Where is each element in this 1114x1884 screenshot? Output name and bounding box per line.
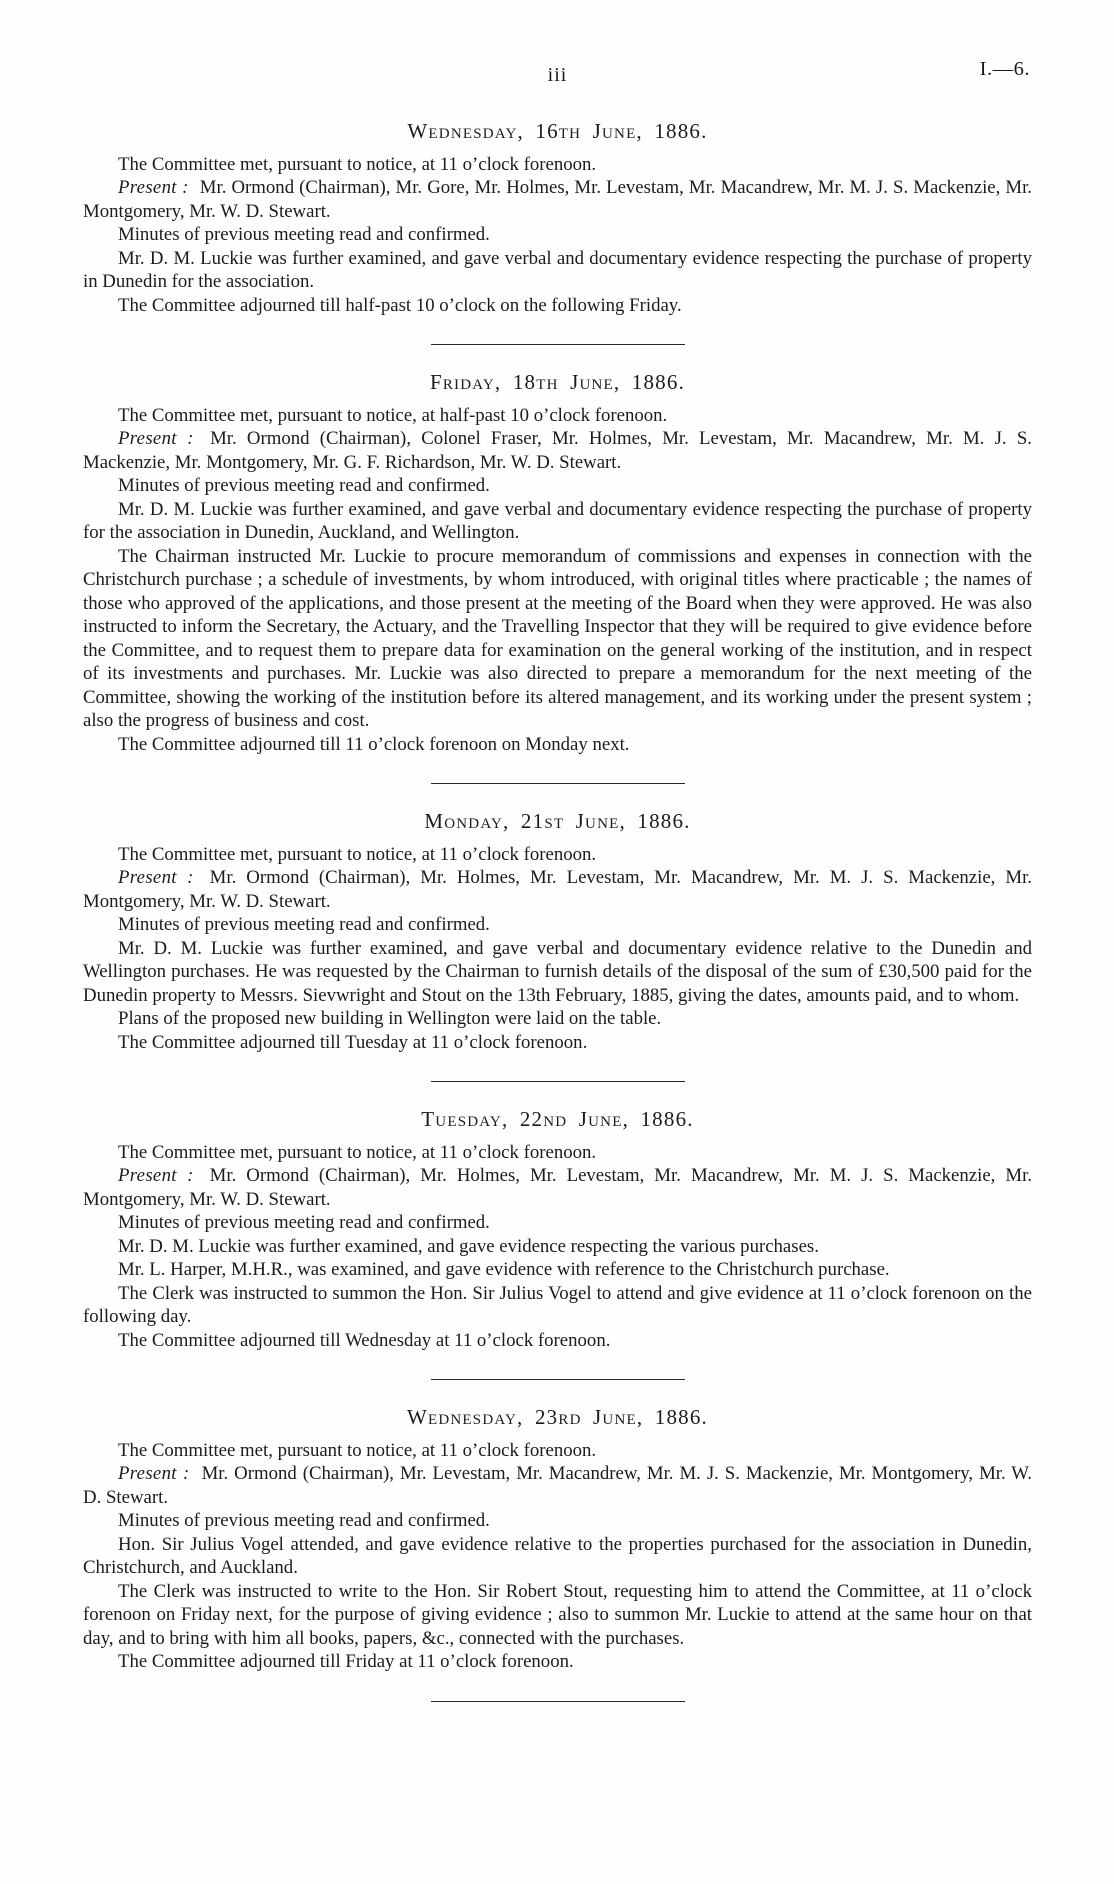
paragraph: Mr. L. Harper, M.H.R., was examined, and gave evidence with reference to the Christchurch purchase. [118, 1259, 890, 1280]
page-header [83, 58, 1032, 94]
section-divider [431, 344, 685, 345]
section-heading: Monday, 21st June, 1886. [424, 809, 691, 833]
paragraph: The Committee met, pursuant to notice, at 11 o’clock forenoon. [118, 1141, 597, 1163]
section-heading: Wednesday, 16th June, 1886. [407, 119, 708, 143]
paragraph: Present : Mr. Ormond (Chairman), Mr. Holmes, Mr. Levestam, Mr. Macandrew, Mr. M. J. S. Mackenzie, Mr. Montgomery, Mr. W. D. Stewart. [83, 1165, 1032, 1210]
section-heading: Tuesday, 22nd June, 1886. [421, 1107, 694, 1131]
section-divider [431, 783, 685, 784]
paragraph: Minutes of previous meeting read and confirmed. [118, 1510, 490, 1531]
paragraph: Minutes of previous meeting read and confirmed. [118, 1212, 490, 1233]
meeting-section [83, 371, 1032, 756]
paragraph: The Committee met, pursuant to notice, at 11 o’clock forenoon. [118, 1439, 597, 1461]
document-body [83, 120, 1032, 1702]
paragraph: The Chairman instructed Mr. Luckie to procure memorandum of commissions and expenses in connection with the Christchurch purchase ; a schedule of investments, by whom introduced, with original titles where practicable ; the names of those who approved of the applications, and those present at the meeting of the Board when they were approved. He was also instructed to inform the Secretary, the Actuary, and the Travelling Inspector that they will be required to give evidence before the Committee, and to request them to prepare data for examination on the general working of the institution, and in respect of its investments and purchases. Mr. Luckie was also directed to prepare a memorandum for the next meeting of the Committee, showing the working of the institution before its altered management, and its working under the present system ; also the progress of business and cost. [83, 545, 1032, 731]
paragraph: Mr. D. M. Luckie was further examined, and gave verbal and documentary evidence respecting the purchase of property in Dunedin for the association. [83, 247, 1032, 292]
paragraph: Present : Mr. Ormond (Chairman), Mr. Holmes, Mr. Levestam, Mr. Macandrew, Mr. M. J. S. Mackenzie, Mr. Montgomery, Mr. W. D. Stewart. [83, 867, 1032, 912]
paragraph: The Committee met, pursuant to notice, at 11 o’clock forenoon. [118, 843, 597, 865]
paper-reference: I.—6. [979, 58, 1030, 80]
paragraph: Present : Mr. Ormond (Chairman), Mr. Levestam, Mr. Macandrew, Mr. M. J. S. Mackenzie, Mr. Montgomery, Mr. W. D. Stewart. [83, 1463, 1033, 1508]
section-divider [431, 1701, 685, 1702]
paragraph: Hon. Sir Julius Vogel attended, and gave evidence relative to the properties purchased for the association in Dunedin, Christchurch, and Auckland. [83, 1533, 1032, 1578]
paragraph: The Committee adjourned till Wednesday at 11 o’clock forenoon. [118, 1329, 611, 1351]
paragraph: The Committee met, pursuant to notice, at half-past 10 o’clock forenoon. [118, 404, 668, 426]
page-number: iii [547, 64, 568, 86]
paragraph: Present : Mr. Ormond (Chairman), Mr. Gore, Mr. Holmes, Mr. Levestam, Mr. Macandrew, Mr. M. J. S. Mackenzie, Mr. Montgomery, Mr. W. D. Stewart. [83, 177, 1033, 222]
paragraph: The Committee adjourned till half-past 10 o’clock on the following Friday. [118, 294, 682, 316]
paragraph: Mr. D. M. Luckie was further examined, and gave verbal and documentary evidence respecting the purchase of property for the association in Dunedin, Auckland, and Wellington. [83, 498, 1032, 543]
meeting-section [83, 810, 1032, 1054]
paragraph: Plans of the proposed new building in Wellington were laid on the table. [118, 1008, 662, 1029]
section-divider [431, 1081, 685, 1082]
section-divider [431, 1379, 685, 1380]
present-lead: Present : [118, 867, 194, 888]
present-lead: Present : [118, 1463, 190, 1484]
paragraph: The Committee adjourned till Tuesday at 11 o’clock forenoon. [118, 1031, 588, 1053]
section-heading: Wednesday, 23rd June, 1886. [406, 1405, 708, 1429]
paragraph: The Committee met, pursuant to notice, at 11 o’clock forenoon. [118, 153, 597, 175]
meeting-section [83, 1406, 1032, 1674]
paragraph: The Clerk was instructed to summon the Hon. Sir Julius Vogel to attend and give evidence at 11 o’clock forenoon on the following day. [83, 1282, 1032, 1327]
paragraph: Minutes of previous meeting read and confirmed. [118, 224, 490, 245]
paragraph: Mr. D. M. Luckie was further examined, and gave evidence respecting the various purchases. [118, 1235, 819, 1257]
present-lead: Present : [118, 1165, 194, 1186]
meeting-section [83, 1108, 1032, 1352]
paragraph: The Clerk was instructed to write to the Hon. Sir Robert Stout, requesting him to attend the Committee, at 11 o’clock forenoon on Friday next, for the purpose of giving evidence ; also to summon Mr. Luckie to attend at the same hour on that day, and to bring with him all books, papers, &c., connected with the purchases. [83, 1580, 1032, 1649]
present-lead: Present : [118, 177, 189, 198]
paragraph: Minutes of previous meeting read and confirmed. [118, 914, 490, 935]
paragraph: Present : Mr. Ormond (Chairman), Colonel Fraser, Mr. Holmes, Mr. Levestam, Mr. Macandrew, Mr. M. J. S. Mackenzie, Mr. Montgomery, Mr. G. F. Richardson, Mr. W. D. Stewart. [83, 428, 1032, 473]
section-heading: Friday, 18th June, 1886. [429, 370, 686, 394]
present-lead: Present : [118, 428, 194, 449]
paragraph: Mr. D. M. Luckie was further examined, and gave verbal and documentary evidence relative to the Dunedin and Wellington purchases. He was requested by the Chairman to furnish details of the disposal of the sum of £30,500 paid for the Dunedin property to Messrs. Sievwright and Stout on the 13th February, 1885, giving the dates, amounts paid, and to whom. [83, 937, 1032, 1006]
paragraph: The Committee adjourned till 11 o’clock forenoon on Monday next. [118, 733, 630, 755]
meeting-section [83, 120, 1032, 317]
paragraph: Minutes of previous meeting read and confirmed. [118, 475, 490, 496]
paragraph: The Committee adjourned till Friday at 11 o’clock forenoon. [118, 1651, 574, 1672]
